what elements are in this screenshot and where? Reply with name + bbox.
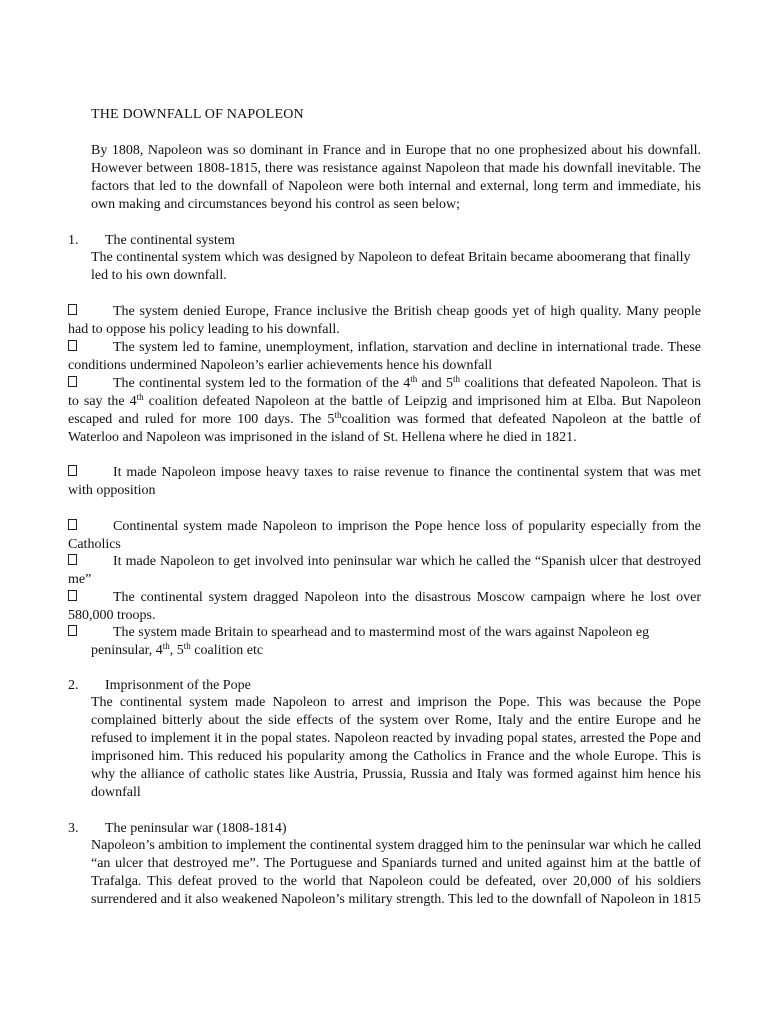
section-1-heading xyxy=(68,232,708,250)
intro-paragraph: By 1808, Napoleon was so dominant in France and in Europe that no one prophesized about his downfall. However between 1808-1815, there was resistance against Napoleon that made his downfall inevitable. The factors that led to the downfall of Napoleon were both internal and external, long term and immediate, his own making and circumstances beyond his control as seen below; xyxy=(91,143,701,212)
bullet-box-icon xyxy=(68,376,77,387)
bullet-box-icon xyxy=(68,590,77,601)
section-1-number: 1. xyxy=(68,233,79,248)
bullet-box-icon xyxy=(68,519,77,530)
section-2-title: Imprisonment of the Pope xyxy=(105,678,251,693)
bullet-text: The system denied Europe, France inclusive the British cheap goods yet of high quality. Many people had to oppose his policy leading to his downfall. xyxy=(68,304,701,337)
bullet-text: The system made Britain to spearhead and to mastermind most of the wars against Napoleon eg xyxy=(113,625,650,640)
document-title: THE DOWNFALL OF NAPOLEON xyxy=(91,107,304,122)
section-2-body: The continental system made Napoleon to arrest and imprison the Pope. This was because the Pope complained bitterly about the side effects of the system over Rome, Italy and the entire Europe and he refused to implement it in the popal states. Napoleon reacted by invading popal states, arrested the Pope and imprisoned him. This reduced his popularity among the Catholics in France and the whole Europe. This is why the alliance of catholic states like Austria, Prussia, Russia and Italy was formed against him hence his downfall xyxy=(91,695,701,800)
section-1-title: The continental system xyxy=(105,233,235,248)
section-3-title: The peninsular war (1808-1814) xyxy=(105,821,287,836)
section-2-number: 2. xyxy=(68,678,79,693)
bullet-text: It made Napoleon impose heavy taxes to raise revenue to finance the continental system that was met with opposition xyxy=(68,465,701,498)
bullet-text: The continental system led to the formation of the 4th and 5th coalitions that defeated Napoleon. That is to say the 4th coalition defeated Napoleon at the battle of Leipzig and imprisoned him at Elba. But Napoleon escaped and ruled for more 100 days. The 5thcoalition was formed that defeated Napoleon at the battle of Waterloo and Napoleon was imprisoned in the island of St. Hellena where he died in 1821. xyxy=(68,374,701,445)
bullet-item xyxy=(68,589,701,625)
bullet-item xyxy=(68,375,701,447)
bullet-item xyxy=(68,553,701,589)
section-2-heading xyxy=(68,677,708,695)
section-1-body: The continental system which was designed by Napoleon to defeat Britain became aboomerang that finally led to his own downfall. xyxy=(91,250,691,283)
section-3-number: 3. xyxy=(68,821,79,836)
section-3-heading xyxy=(68,820,708,838)
bullet-item xyxy=(68,303,701,339)
bullet-item xyxy=(68,624,701,660)
section-3-body: Napoleon’s ambition to implement the continental system dragged him to the peninsular war which he called “an ulcer that destroyed me”. The Portuguese and Spaniards turned and united against him at the battle of Trafalga. This defeat proved to the world that Napoleon could be defeated, over 20,000 of his soldiers surrendered and it also weakened Napoleon’s military strength. This led to the downfall of Napoleon in 1815 xyxy=(91,838,702,907)
bullet-item xyxy=(68,518,701,554)
bullet-box-icon xyxy=(68,465,77,476)
bullet-text: It made Napoleon to get involved into peninsular war which he called the “Spanish ulcer that destroyed me” xyxy=(68,554,701,587)
bullet-text-continuation: peninsular, 4th, 5th coalition etc xyxy=(91,641,264,658)
bullet-item xyxy=(68,339,701,375)
bullet-box-icon xyxy=(68,340,77,351)
bullet-text: The continental system dragged Napoleon into the disastrous Moscow campaign where he lost over 580,000 troops. xyxy=(68,590,701,623)
bullet-item xyxy=(68,464,701,500)
bullet-text: The system led to famine, unemployment, inflation, starvation and decline in international trade. These conditions undermined Napoleon’s earlier achievements hence his downfall xyxy=(68,340,701,373)
bullet-text: Continental system made Napoleon to imprison the Pope hence loss of popularity especially from the Catholics xyxy=(68,519,701,552)
bullet-box-icon xyxy=(68,304,77,315)
bullet-box-icon xyxy=(68,554,77,565)
bullet-box-icon xyxy=(68,625,77,636)
